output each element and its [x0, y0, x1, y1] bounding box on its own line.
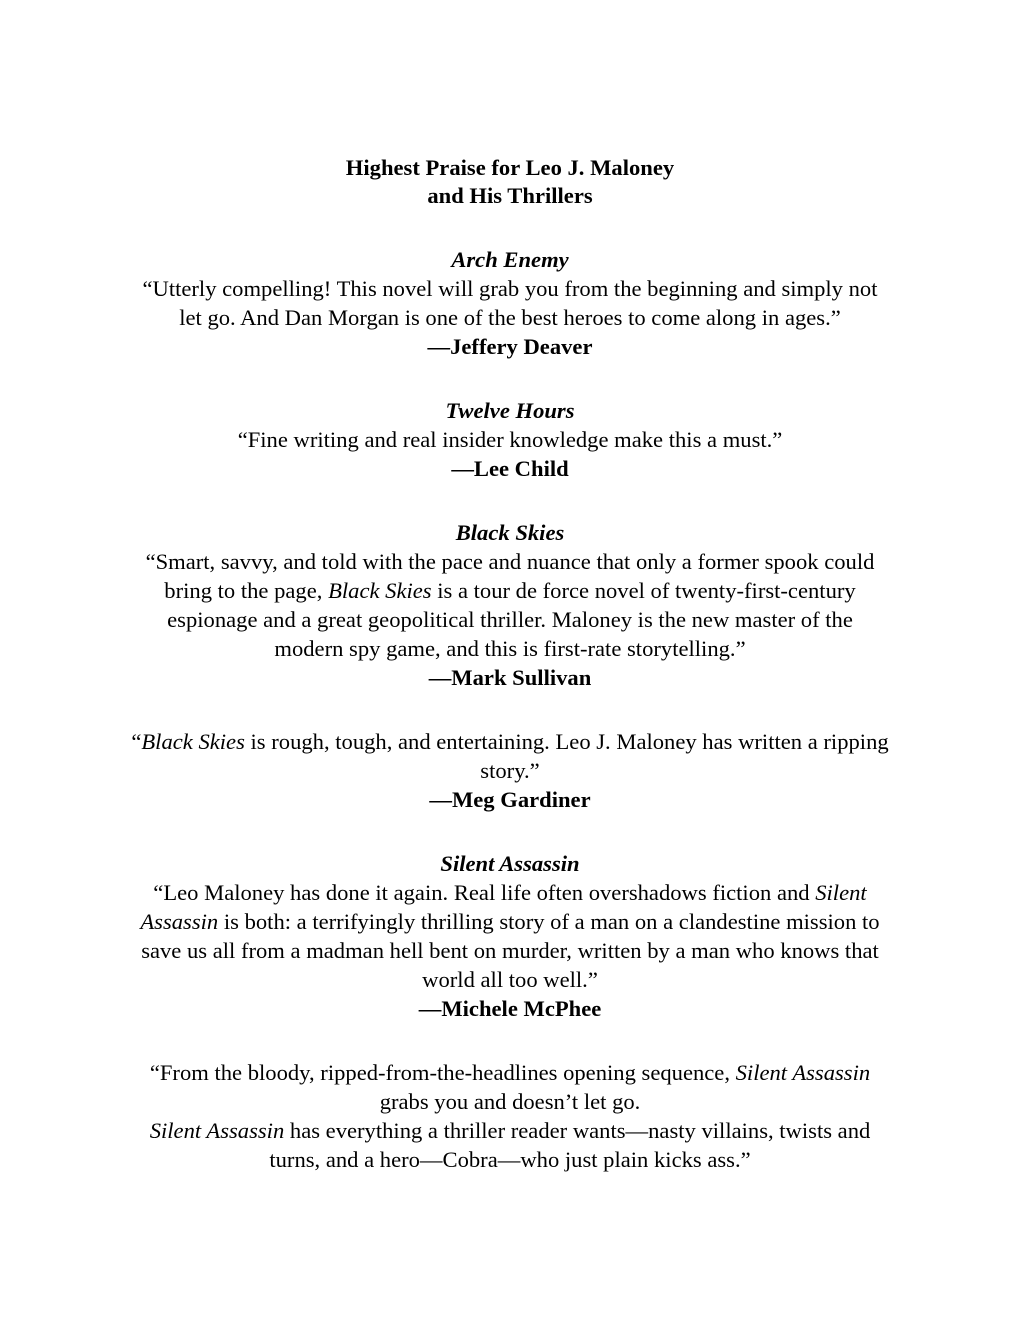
praise-page	[130, 154, 890, 1174]
praise-entry-silent-assassin	[130, 849, 890, 1023]
quote-text: has everything a thriller reader wants—nasty villains, twists and turns, and a hero—Cobra—who just plain kicks ass.”	[269, 1118, 871, 1172]
quote-text: “From the bloody, ripped-from-the-headlines opening sequence,	[149, 1060, 736, 1085]
quote-attribution: —Jeffery Deaver	[427, 334, 593, 359]
praise-quote: “Fine writing and real insider knowledge make this a must.”	[237, 427, 783, 452]
quote-attribution: —Meg Gardiner	[429, 787, 591, 812]
quote-text: is a tour de force novel of twenty-first-century espionage and a great geopolitical thriller. Maloney is the new master of the modern spy game, and this is first-rate storytelling.”	[167, 578, 856, 661]
quote-book-title: Black Skies	[328, 578, 432, 603]
quote-text: “Leo Maloney has done it again. Real life often overshadows fiction and	[153, 880, 816, 905]
quote-attribution: —Michele McPhee	[418, 996, 602, 1021]
praise-entry-silent-assassin-2	[130, 1058, 890, 1174]
praise-entry-black-skies	[130, 518, 890, 692]
praise-entry-arch-enemy	[130, 245, 890, 361]
book-title: Silent Assassin	[440, 851, 580, 876]
quote-text: grabs you and doesn’t let go.	[379, 1089, 641, 1114]
praise-quote	[130, 547, 890, 663]
praise-quote	[130, 727, 890, 785]
praise-entry-black-skies-2	[130, 727, 890, 814]
quote-book-title: Silent Assassin	[735, 1060, 871, 1085]
heading-line-2: and His Thrillers	[427, 183, 593, 208]
praise-entry-twelve-hours	[130, 396, 890, 483]
book-title: Twelve Hours	[445, 398, 575, 423]
quote-attribution: —Mark Sullivan	[428, 665, 592, 690]
praise-quote-continued	[130, 1116, 890, 1174]
praise-quote: “Utterly compelling! This novel will grab you from the beginning and simply not let go. And Dan Morgan is one of the best heroes to come along in ages.”	[142, 276, 878, 330]
praise-quote	[130, 1058, 890, 1116]
quote-text: is both: a terrifyingly thrilling story of a man on a clandestine mission to save us all from a madman hell bent on murder, written by a man who knows that world all too well.”	[141, 909, 880, 992]
page-heading	[130, 154, 890, 210]
quote-book-title: Black Skies	[141, 729, 245, 754]
book-title: Black Skies	[455, 520, 565, 545]
book-title: Arch Enemy	[451, 247, 569, 272]
praise-quote	[130, 878, 890, 994]
quote-attribution: —Lee Child	[451, 456, 569, 481]
quote-book-title: Silent Assassin	[140, 880, 867, 934]
quote-book-title: Silent Assassin	[149, 1118, 285, 1143]
quote-text: “	[131, 729, 142, 754]
quote-text: “Smart, savvy, and told with the pace and nuance that only a former spook could bring to the page,	[145, 549, 875, 603]
heading-line-1: Highest Praise for Leo J. Maloney	[345, 155, 675, 180]
quote-text: is rough, tough, and entertaining. Leo J. Maloney has written a ripping story.”	[244, 729, 889, 783]
